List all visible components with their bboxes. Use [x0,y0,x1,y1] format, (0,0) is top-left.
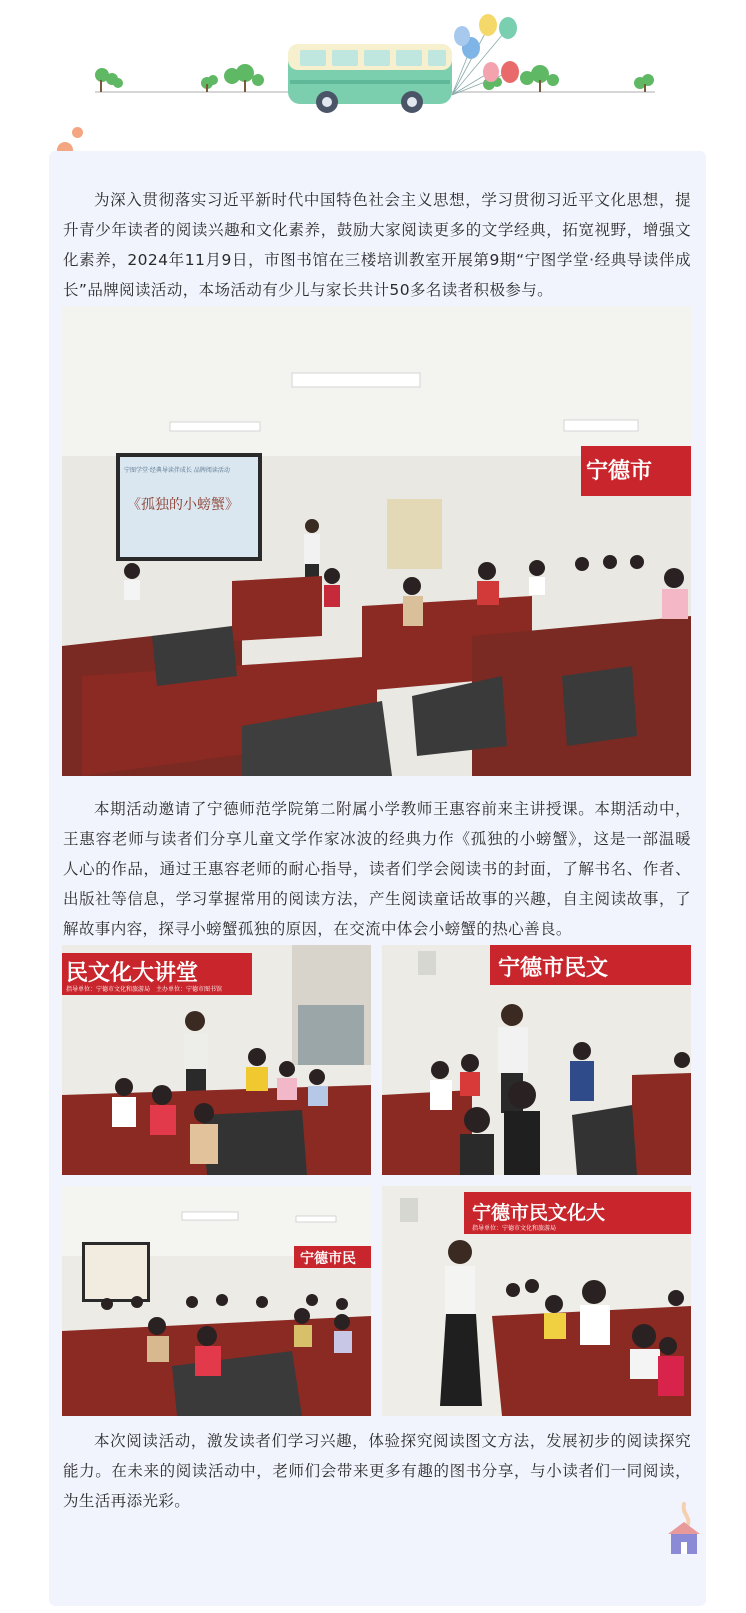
article-card [49,151,706,1606]
main-photo-screen-header: 宁图学堂·经典导读伴成长 品牌阅读活动 [124,467,230,474]
photo-bottom-left [62,1186,371,1416]
tree-icon [520,65,559,92]
bus-scene-illustration [0,0,746,150]
top-left-banner-text: 民文化大讲堂 [66,961,199,986]
main-photo-screen-title: 《孤独的小螃蟹》 [127,497,239,513]
photo-top-right [382,945,691,1175]
bus-icon [288,44,452,113]
closing-paragraph: 本次阅读活动，激发读者们学习兴趣，体验探究阅读图文方法，发展初步的阅读探究能力。在未来的阅读活动中，老师们会带来更多有趣的图书分享，与小读者们一同阅读，为生活再添光彩。 [63,1432,691,1510]
tree-icon [224,64,264,92]
body-paragraph: 本期活动邀请了宁德师范学院第二附属小学教师王惠容前来主讲授课。本期活动中，王惠容老师与读者们分享儿童文学作家冰波的经典力作《孤独的小螃蟹》，这是一部温暖人心的作品，通过王惠容老师的耐心指导，读者们学会阅读书的封面，了解书名、作者、出版社等信息，学习掌握常用的阅读方法，产生阅读童话故事的兴趣，自主阅读故事，了解故事内容，探寻小螃蟹孤独的原因，在交流中体会小螃蟹的热心善良。 [63,800,691,938]
house-icon [662,1500,706,1558]
tree-icon [201,75,218,92]
top-right-banner-text: 宁德市民文 [498,956,609,981]
intro-paragraph: 为深入贯彻落实习近平新时代中国特色社会主义思想，学习贯彻习近平文化思想，提升青少年读者的阅读兴趣和文化素养，鼓励大家阅读更多的文学经典，拓宽视野，增强文化素养，2024年11月9日，市图书馆在三楼培训教室开展第9期“宁图学堂·经典导读伴成长”品牌阅读活动，本场活动有少儿与家长共计50多名读者积极参与。 [63,191,691,299]
bottom-right-banner-sub: 指导单位：宁德市文化和旅游局 [472,1225,557,1232]
main-photo-banner-text: 宁德市 [586,459,653,484]
main-classroom-photo [62,306,691,776]
tree-icon [95,68,123,92]
top-left-banner-sub: 指导单位：宁德市文化和旅游局 主办单位：宁德市图书馆 [66,986,223,993]
tree-icon [634,74,654,92]
photo-top-left [62,945,371,1175]
bottom-right-banner-text: 宁德市民文化大 [472,1202,606,1224]
orange-dot-small [72,127,83,138]
header-illustration [0,0,746,150]
bottom-left-banner-text: 宁德市民 [300,1251,356,1267]
photo-bottom-right [382,1186,691,1416]
